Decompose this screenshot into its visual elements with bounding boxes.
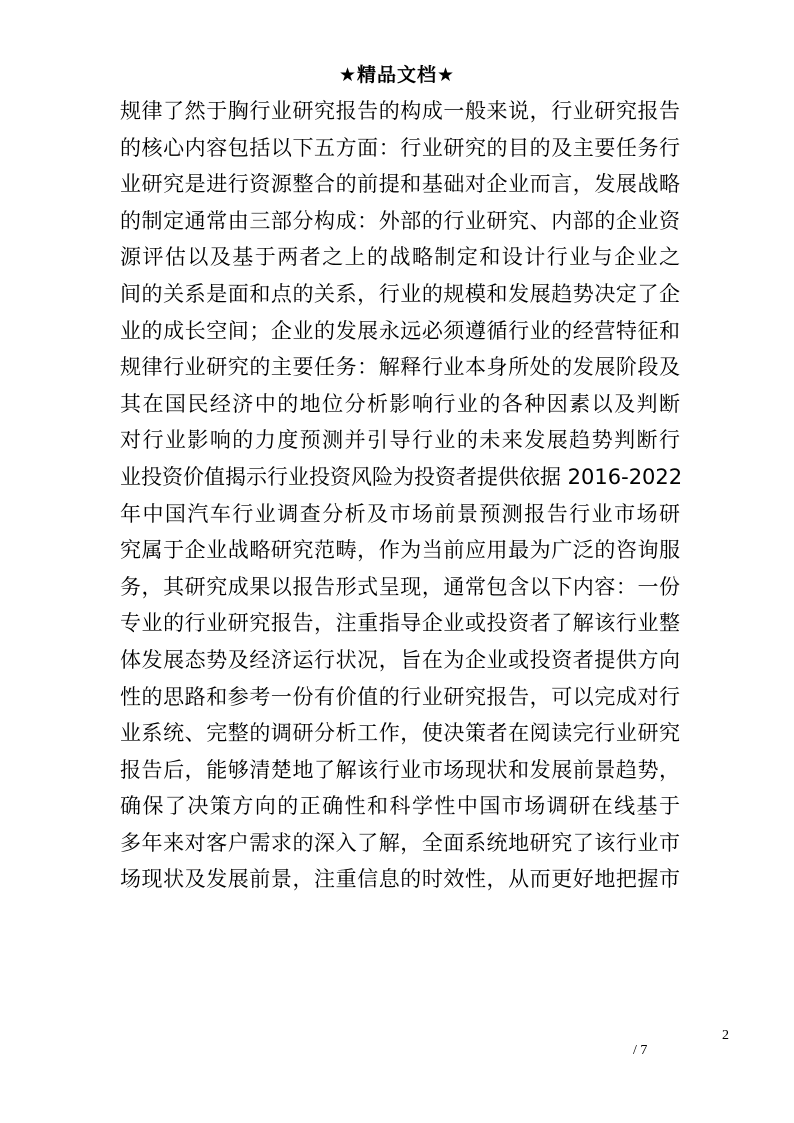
text-line: 其在国民经济中的地位分析影响行业的各种因素以及判断 [120, 391, 680, 416]
document-header: ★精品文档★ [338, 64, 456, 86]
text-line: 究属于企业战略研究范畴，作为当前应用最为广泛的咨询服 [120, 538, 680, 563]
text-line: 的核心内容包括以下五方面：行业研究的目的及主要任务行 [120, 135, 680, 160]
text-line: 业研究是进行资源整合的前提和基础对企业而言，发展战略 [120, 172, 680, 197]
text-line: 场现状及发展前景，注重信息的时效性，从而更好地把握市 [120, 867, 680, 892]
text-line: 源评估以及基于两者之上的战略制定和设计行业与企业之 [120, 245, 680, 270]
text-line: 业投资价值揭示行业投资风险为投资者提供依据 2016-2022 [120, 464, 683, 489]
text-line: 专业的行业研究报告，注重指导企业或投资者了解该行业整 [120, 611, 680, 636]
text-line: 务，其研究成果以报告形式呈现，通常包含以下内容：一份 [120, 574, 680, 599]
page-total: / 7 [633, 1043, 648, 1058]
text-line: 年中国汽车行业调查分析及市场前景预测报告行业市场研 [120, 501, 680, 526]
text-line: 性的思路和参考一份有价值的行业研究报告，可以完成对行 [120, 684, 680, 709]
text-line: 业系统、完整的调研分析工作，使决策者在阅读完行业研究 [120, 721, 680, 746]
text-line: 规律行业研究的主要任务：解释行业本身所处的发展阶段及 [120, 355, 680, 380]
page-number: 2 [722, 1028, 729, 1043]
text-line: 报告后，能够清楚地了解该行业市场现状和发展前景趋势， [120, 757, 680, 782]
text-line: 业的成长空间；企业的发展永远必须遵循行业的经营特征和 [120, 318, 680, 343]
text-line: 间的关系是面和点的关系，行业的规模和发展趋势决定了企 [120, 281, 680, 306]
text-line: 对行业影响的力度预测并引导行业的未来发展趋势判断行 [120, 428, 680, 453]
text-line: 体发展态势及经济运行状况，旨在为企业或投资者提供方向 [120, 647, 680, 672]
text-line: 多年来对客户需求的深入了解，全面系统地研究了该行业市 [120, 830, 680, 855]
body-text [120, 93, 683, 898]
text-line: 的制定通常由三部分构成：外部的行业研究、内部的企业资 [120, 208, 680, 233]
text-line: 确保了决策方向的正确性和科学性中国市场调研在线基于 [120, 794, 680, 819]
text-line: 规律了然于胸行业研究报告的构成一般来说，行业研究报告 [120, 99, 680, 123]
